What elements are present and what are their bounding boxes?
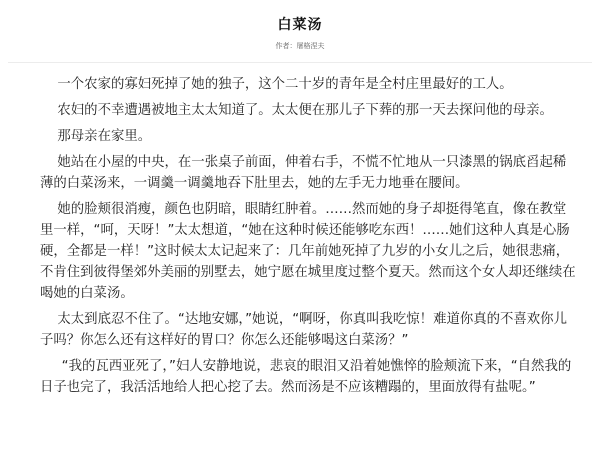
paragraph-3: 那母亲在家里。: [57, 129, 152, 144]
paragraph-1: 一个农家的寡妇死掉了她的独子，这个二十岁的青年是全村庄里最好的工人。: [57, 77, 513, 92]
paragraph-2: 农妇的不幸遭遇被地主太太知道了。太太便在那儿子下葬的那一天去探问他的母亲。: [57, 103, 553, 118]
story-body: [40, 74, 578, 403]
story-header: [0, 0, 600, 62]
author-name: 屠格涅夫: [296, 42, 325, 50]
paragraph-5: 她的脸颊很消瘦，颜色也阴暗，眼睛红肿着。……然而她的身子却挺得笔直，像在教堂里一样，“呵，天呀！”太太想道，“她在这种时候还能够吃东西！……她们这种人真是心肠硬，全都是一样！”这时候太太记起来了：几年前她死掉了九岁的小女儿之后，她很悲痛，不肯住到彼得堡郊外美丽的别墅去，她宁愿在城里度过整个夏天。然而这个女人却还继续在喝她的白菜汤。: [40, 202, 576, 301]
paragraph-7: “我的瓦西亚死了，”妇人安静地说，悲哀的眼泪又沿着她憔悴的脸颊流下来，“自然我的日子也完了，我活活地给人把心挖了去。然而汤是不应该糟蹋的，里面放得有盐呢。”: [40, 359, 572, 395]
story-title: 白菜汤: [277, 17, 323, 33]
paragraph-6: 太太到底忍不住了。“达地安娜，”她说，“啊呀，你真叫我吃惊！难道你真的不喜欢你儿子吗？你怎么还有这样好的胃口？你怎么还能够喝这白菜汤？”: [40, 312, 567, 348]
header-divider: [8, 62, 592, 63]
paragraph-4: 她站在小屋的中央，在一张桌子前面，伸着右手，不慌不忙地从一只漆黑的锅底舀起稀薄的白菜汤来，一调羹一调羹地吞下肚里去，她的左手无力地垂在腰间。: [40, 155, 567, 191]
author-line: [0, 41, 600, 51]
author-label: 作者：: [275, 42, 297, 50]
